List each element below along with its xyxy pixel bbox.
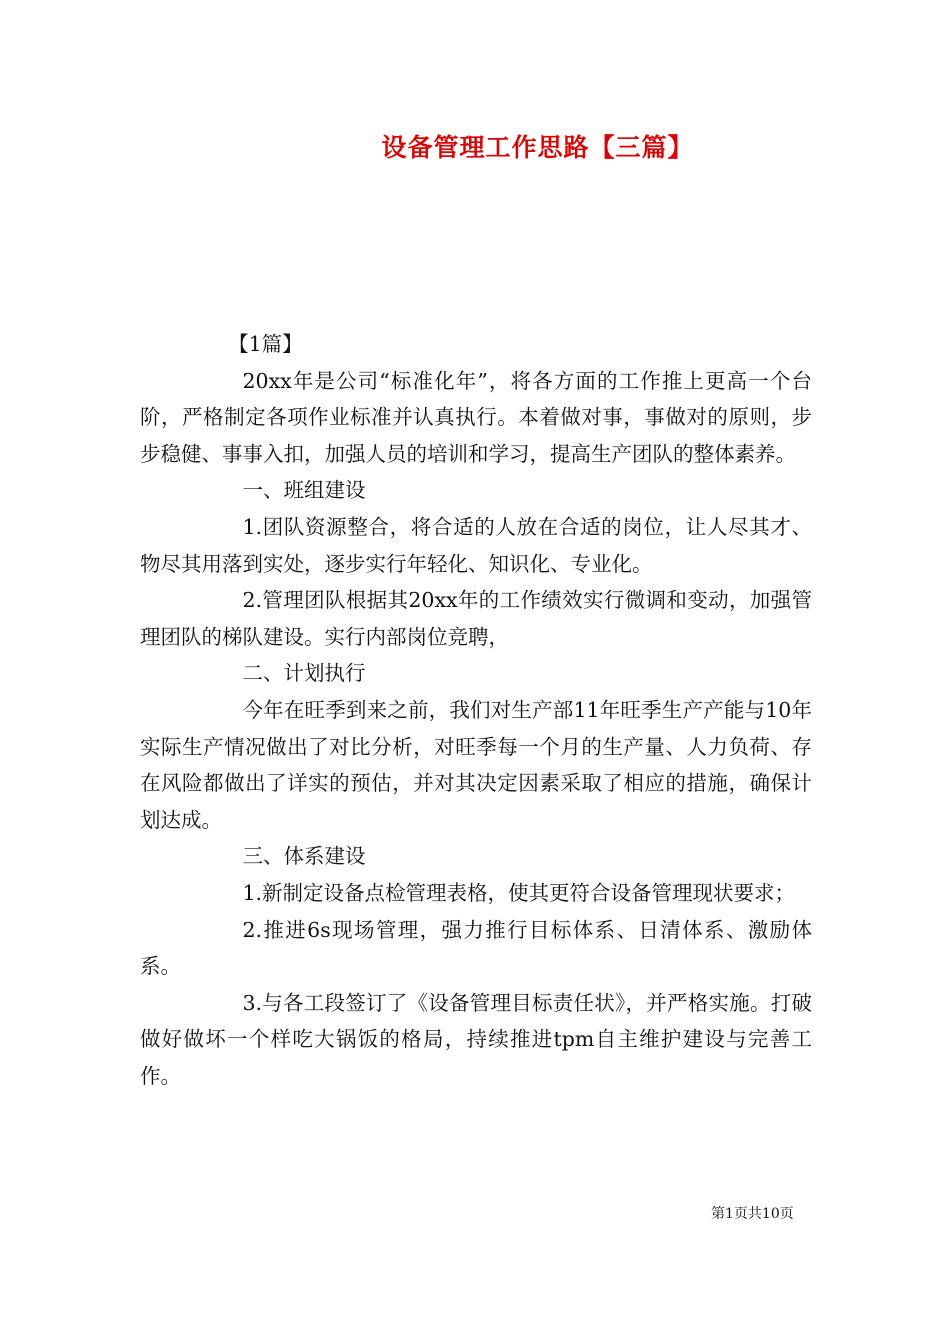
section-heading-plan: 二、计划执行: [242, 661, 366, 686]
page-number: 第1页共10页: [711, 1206, 794, 1222]
team-item-1: 1.团队资源整合，将合适的人放在合适的岗位，让人尽其才、物尽其用落到实处，逐步实行年轻化、知识化、专业化。: [140, 514, 812, 576]
system-item-1: 1.新制定设备点检管理表格，使其更符合设备管理现状要求；: [242, 880, 796, 905]
section-heading-team: 一、班组建设: [242, 478, 366, 503]
document-body: [140, 326, 812, 1094]
intro-paragraph: 20xx年是公司“标准化年”，将各方面的工作推上更高一个台阶，严格制定各项作业标准并认真执行。本着做对事，事做对的原则，步步稳健、事事入扣，加强人员的培训和学习，提高生产团队的整体素养。: [140, 368, 812, 466]
system-item-3: 3.与各工段签订了《设备管理目标责任状》，并严格实施。打破做好做坏一个样吃大锅饭的格局，持续推进tpm自主维护建设与完善工作。: [140, 990, 812, 1088]
part-heading: 【1篇】: [228, 332, 303, 356]
team-item-2: 2.管理团队根据其20xx年的工作绩效实行微调和变动，加强管理团队的梯队建设。实行内部岗位竞聘，: [140, 588, 812, 649]
section-heading-system: 三、体系建设: [242, 844, 366, 869]
plan-paragraph: 今年在旺季到来之前，我们对生产部11年旺季生产产能与10年实际生产情况做出了对比分析，对旺季每一个月的生产量、人力负荷、存在风险都做出了详实的预估，并对其决定因素采取了相应的措施，确保计划达成。: [140, 697, 812, 832]
document-title: 设备管理工作思路【三篇】: [381, 133, 694, 162]
system-item-2: 2.推进6s现场管理，强力推行目标体系、日清体系、激励体系。: [140, 917, 812, 979]
